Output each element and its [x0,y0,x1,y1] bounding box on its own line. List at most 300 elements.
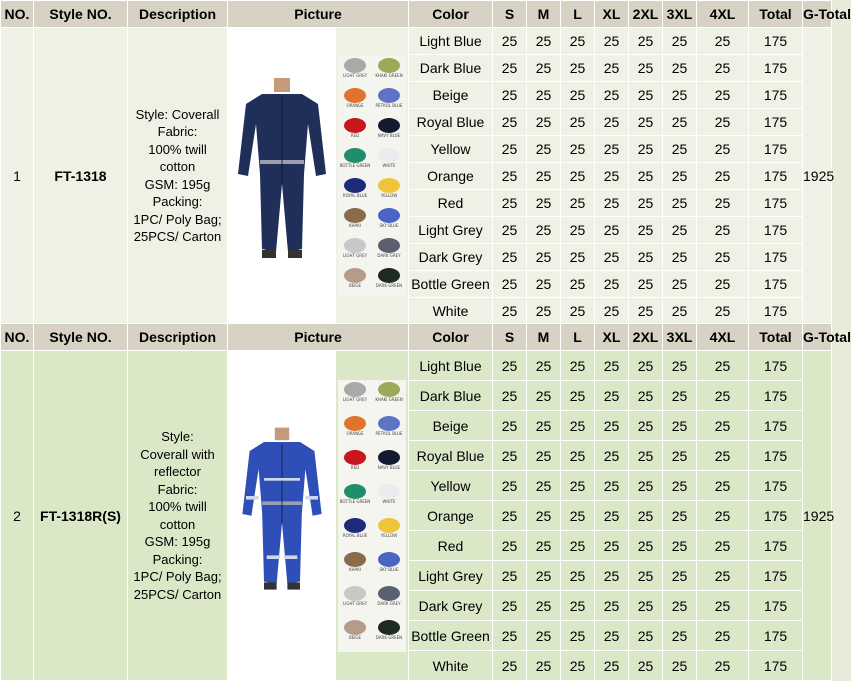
size-qty: 25 [629,591,663,621]
description-line: Fabric: [157,124,198,139]
size-qty: 25 [561,82,595,109]
swatch-label: BOTTLE GREEN [339,498,371,504]
size-qty: 25 [629,217,663,244]
size-qty: 25 [493,298,527,324]
header-m: M [527,324,561,351]
color-swatch-cell [336,351,409,681]
size-qty: 25 [561,591,595,621]
color-name: Dark Grey [409,244,493,271]
swatch-dot [344,620,366,635]
size-qty: 25 [527,351,561,381]
color-name: Beige [409,411,493,441]
size-qty: 25 [561,381,595,411]
swatch-dot [378,552,400,567]
header-no: NO. [1,1,34,28]
swatch-dot [378,58,400,73]
size-qty: 25 [629,271,663,298]
size-qty: 25 [595,298,629,324]
size-qty: 25 [697,244,749,271]
description-line: GSM: 195g [144,176,211,192]
row-number: 1 [1,28,34,324]
size-qty: 25 [697,55,749,82]
color-swatch [372,516,406,550]
size-qty: 25 [527,271,561,298]
description [128,351,228,681]
swatch-dot [344,484,366,499]
table-row [1,351,832,381]
header-style-no: Style NO. [34,1,128,28]
size-qty: 25 [697,271,749,298]
description-line: GSM: 195g [144,534,211,549]
size-qty: 25 [697,651,749,681]
color-swatch-cell [336,28,409,324]
size-qty: 25 [629,82,663,109]
row-total: 175 [749,411,803,441]
header-s: S [493,1,527,28]
size-qty: 25 [493,244,527,271]
swatch-label: SKY BLUE [379,566,399,572]
size-qty: 25 [527,471,561,501]
order-block-1 [0,0,851,324]
size-qty: 25 [629,531,663,561]
color-swatch [338,550,372,584]
swatch-label: NAVY BLUE [377,464,401,470]
size-qty: 25 [697,109,749,136]
color-swatch [372,266,406,296]
size-qty: 25 [561,217,595,244]
size-qty: 25 [561,55,595,82]
color-swatch [372,86,406,116]
size-qty: 25 [697,591,749,621]
size-qty: 25 [595,381,629,411]
header-3xl: 3XL [663,324,697,351]
header-2xl: 2XL [629,324,663,351]
color-swatch [338,584,372,618]
swatch-dot [378,148,400,163]
description-line: 100% twill [148,499,207,514]
size-qty: 25 [663,28,697,55]
size-qty: 25 [561,501,595,531]
color-name: Bottle Green [409,271,493,298]
size-qty: 25 [527,621,561,651]
color-name: Orange [409,163,493,190]
swatch-dot [344,58,366,73]
size-qty: 25 [493,561,527,591]
swatch-label: DARK GREY [377,252,401,258]
swatch-dot [378,268,400,283]
size-qty: 25 [629,190,663,217]
color-name: Light Blue [409,28,493,55]
row-total: 175 [749,163,803,190]
color-name: Light Grey [409,217,493,244]
color-swatch [372,550,406,584]
swatch-dot [344,450,366,465]
size-qty: 25 [493,621,527,651]
swatch-label: BEIGE [348,282,362,288]
row-total: 175 [749,190,803,217]
row-total: 175 [749,217,803,244]
color-swatch-chart [338,380,406,652]
row-number: 2 [1,351,34,681]
royal-blue-reflector-coverall-image [232,424,332,604]
swatch-dot [378,238,400,253]
swatch-label: DARK GREEN [375,282,403,288]
color-swatch [338,266,372,296]
size-qty: 25 [527,190,561,217]
color-name: Light Blue [409,351,493,381]
swatch-label: ROYAL BLUE [342,532,368,538]
size-qty: 25 [493,411,527,441]
color-name: Red [409,531,493,561]
swatch-dot [344,118,366,133]
size-qty: 25 [663,381,697,411]
size-qty: 25 [561,28,595,55]
size-qty: 25 [663,190,697,217]
size-qty: 25 [595,351,629,381]
swatch-label: LIGHT GREY [342,252,368,258]
description-line: 25PCS/ Carton [133,229,222,244]
color-swatch [372,236,406,266]
size-qty: 25 [527,651,561,681]
style-number: FT-1318 [34,28,128,324]
header-m: M [527,1,561,28]
description-line: 1PC/ Poly Bag; [133,211,222,227]
row-total: 175 [749,55,803,82]
swatch-label: RED [350,464,360,470]
color-swatch [372,482,406,516]
color-swatch [338,618,372,652]
row-total: 175 [749,82,803,109]
color-swatch [372,206,406,236]
color-name: Yellow [409,136,493,163]
swatch-dot [378,208,400,223]
swatch-dot [344,178,366,193]
style-number: FT-1318R(S) [34,351,128,681]
size-qty: 25 [629,381,663,411]
size-qty: 25 [663,163,697,190]
size-qty: 25 [663,244,697,271]
size-qty: 25 [561,441,595,471]
color-swatch [372,584,406,618]
header-description: Description [128,1,228,28]
color-swatch [338,56,372,86]
swatch-label: YELLOW [380,192,398,198]
size-qty: 25 [629,651,663,681]
size-qty: 25 [561,109,595,136]
description-line: Packing: [152,194,203,209]
description-line: reflector [154,464,201,479]
description-line: cotton [159,516,196,532]
size-qty: 25 [697,561,749,591]
size-qty: 25 [629,244,663,271]
swatch-label: PETROL BLUE [375,102,403,108]
color-swatch [372,116,406,146]
size-qty: 25 [595,651,629,681]
size-qty: 25 [697,298,749,324]
swatch-dot [378,118,400,133]
size-qty: 25 [527,136,561,163]
size-qty: 25 [663,411,697,441]
size-qty: 25 [493,109,527,136]
color-swatch [338,116,372,146]
swatch-label: KHAKI [348,566,362,572]
swatch-dot [378,382,400,397]
header-no: NO. [1,324,34,351]
swatch-dot [378,178,400,193]
swatch-dot [344,88,366,103]
size-qty: 25 [697,531,749,561]
size-qty: 25 [493,136,527,163]
swatch-label: ROYAL BLUE [342,192,368,198]
size-qty: 25 [629,28,663,55]
size-qty: 25 [493,351,527,381]
size-qty: 25 [697,136,749,163]
size-qty: 25 [493,190,527,217]
swatch-dot [344,586,366,601]
size-qty: 25 [663,531,697,561]
size-qty: 25 [561,163,595,190]
swatch-dot [344,148,366,163]
color-swatch [372,146,406,176]
size-qty: 25 [663,621,697,651]
size-qty: 25 [629,351,663,381]
header-row [1,324,832,351]
size-qty: 25 [493,55,527,82]
size-qty: 25 [663,55,697,82]
row-total: 175 [749,531,803,561]
row-total: 175 [749,651,803,681]
size-qty: 25 [629,561,663,591]
size-qty: 25 [663,561,697,591]
size-qty: 25 [697,501,749,531]
swatch-label: KHAKI GREEN [375,396,403,402]
size-qty: 25 [663,501,697,531]
size-qty: 25 [663,109,697,136]
size-qty: 25 [527,298,561,324]
size-qty: 25 [595,217,629,244]
header-row [1,1,832,28]
row-total: 175 [749,244,803,271]
color-name: Dark Blue [409,55,493,82]
order-block-2 [0,323,851,681]
size-qty: 25 [527,217,561,244]
swatch-label: PETROL BLUE [375,430,403,436]
size-qty: 25 [561,136,595,163]
color-swatch [372,380,406,414]
row-total: 175 [749,298,803,324]
size-qty: 25 [527,501,561,531]
swatch-dot [378,518,400,533]
size-qty: 25 [629,298,663,324]
size-qty: 25 [595,136,629,163]
row-total: 175 [749,471,803,501]
description-line: 100% twill [148,141,207,157]
swatch-label: ORANGE [346,102,364,108]
size-qty: 25 [663,471,697,501]
size-qty: 25 [697,190,749,217]
size-qty: 25 [595,82,629,109]
size-qty: 25 [595,28,629,55]
size-qty: 25 [663,136,697,163]
row-total: 175 [749,271,803,298]
color-swatch [338,86,372,116]
size-qty: 25 [595,591,629,621]
size-qty: 25 [527,28,561,55]
size-qty: 25 [561,561,595,591]
swatch-dot [344,518,366,533]
size-qty: 25 [629,109,663,136]
header-2xl: 2XL [629,1,663,28]
swatch-dot [344,552,366,567]
size-qty: 25 [697,471,749,501]
color-swatch [338,380,372,414]
size-qty: 25 [493,163,527,190]
size-qty: 25 [493,271,527,298]
navy-coverall-image [232,74,332,274]
header-l: L [561,324,595,351]
grand-total: 1925 [803,351,832,681]
swatch-label: DARK GREY [377,600,401,606]
swatch-dot [378,450,400,465]
size-qty: 25 [561,411,595,441]
row-total: 175 [749,381,803,411]
size-qty: 25 [629,471,663,501]
size-qty: 25 [595,411,629,441]
header-xl: XL [595,324,629,351]
swatch-dot [344,238,366,253]
color-swatch [338,146,372,176]
size-qty: 25 [527,109,561,136]
swatch-dot [378,484,400,499]
swatch-label: KHAKI GREEN [375,72,403,78]
size-qty: 25 [697,411,749,441]
size-qty: 25 [527,441,561,471]
picture-cell [228,28,336,324]
size-qty: 25 [697,351,749,381]
header-3xl: 3XL [663,1,697,28]
swatch-label: BEIGE [348,634,362,640]
row-total: 175 [749,501,803,531]
swatch-label: LIGHT GREY [342,600,368,606]
row-total: 175 [749,621,803,651]
header-color: Color [409,324,493,351]
description-line: Style: [161,429,194,444]
color-name: Dark Blue [409,381,493,411]
color-name: White [409,651,493,681]
size-qty: 25 [663,351,697,381]
swatch-dot [378,88,400,103]
size-qty: 25 [595,109,629,136]
swatch-dot [344,268,366,283]
header-color: Color [409,1,493,28]
size-qty: 25 [697,163,749,190]
size-qty: 25 [595,271,629,298]
color-name: Light Grey [409,561,493,591]
swatch-label: WHITE [382,498,396,504]
size-qty: 25 [663,651,697,681]
row-total: 175 [749,136,803,163]
header-s: S [493,324,527,351]
header-style-no: Style NO. [34,324,128,351]
header-xl: XL [595,1,629,28]
size-qty: 25 [561,351,595,381]
table-row [1,28,832,55]
description-line: Fabric: [157,481,198,497]
description-line: cotton [159,159,196,174]
size-qty: 25 [493,381,527,411]
size-qty: 25 [493,217,527,244]
color-name: White [409,298,493,324]
row-total: 175 [749,351,803,381]
description [128,28,228,324]
size-qty: 25 [493,82,527,109]
color-swatch [372,618,406,652]
size-qty: 25 [527,591,561,621]
size-qty: 25 [561,298,595,324]
swatch-label: YELLOW [380,532,398,538]
size-qty: 25 [629,441,663,471]
size-qty: 25 [697,441,749,471]
size-qty: 25 [595,471,629,501]
color-name: Royal Blue [409,441,493,471]
header-total: Total [749,1,803,28]
description-line: 25PCS/ Carton [133,586,222,602]
description-line: Packing: [152,551,203,567]
swatch-dot [378,620,400,635]
color-swatch [372,414,406,448]
row-total: 175 [749,28,803,55]
size-qty: 25 [561,621,595,651]
size-qty: 25 [697,217,749,244]
size-qty: 25 [629,621,663,651]
size-qty: 25 [629,136,663,163]
row-total: 175 [749,561,803,591]
size-qty: 25 [527,244,561,271]
size-qty: 25 [493,531,527,561]
size-qty: 25 [527,561,561,591]
color-swatch [338,236,372,266]
size-qty: 25 [629,411,663,441]
swatch-label: ORANGE [346,430,364,436]
row-total: 175 [749,109,803,136]
color-swatch [338,516,372,550]
size-qty: 25 [493,471,527,501]
size-qty: 25 [629,501,663,531]
color-name: Beige [409,82,493,109]
header-total: Total [749,324,803,351]
swatch-dot [344,416,366,431]
size-qty: 25 [527,163,561,190]
size-qty: 25 [561,190,595,217]
color-swatch [338,448,372,482]
header-picture: Picture [228,324,409,351]
size-qty: 25 [663,441,697,471]
size-qty: 25 [493,651,527,681]
color-name: Yellow [409,471,493,501]
size-qty: 25 [493,28,527,55]
size-qty: 25 [629,55,663,82]
color-name: Dark Grey [409,591,493,621]
size-qty: 25 [561,244,595,271]
size-qty: 25 [595,163,629,190]
size-qty: 25 [493,591,527,621]
size-qty: 25 [595,190,629,217]
size-qty: 25 [629,163,663,190]
size-qty: 25 [697,82,749,109]
size-qty: 25 [561,531,595,561]
size-qty: 25 [527,381,561,411]
size-qty: 25 [697,28,749,55]
